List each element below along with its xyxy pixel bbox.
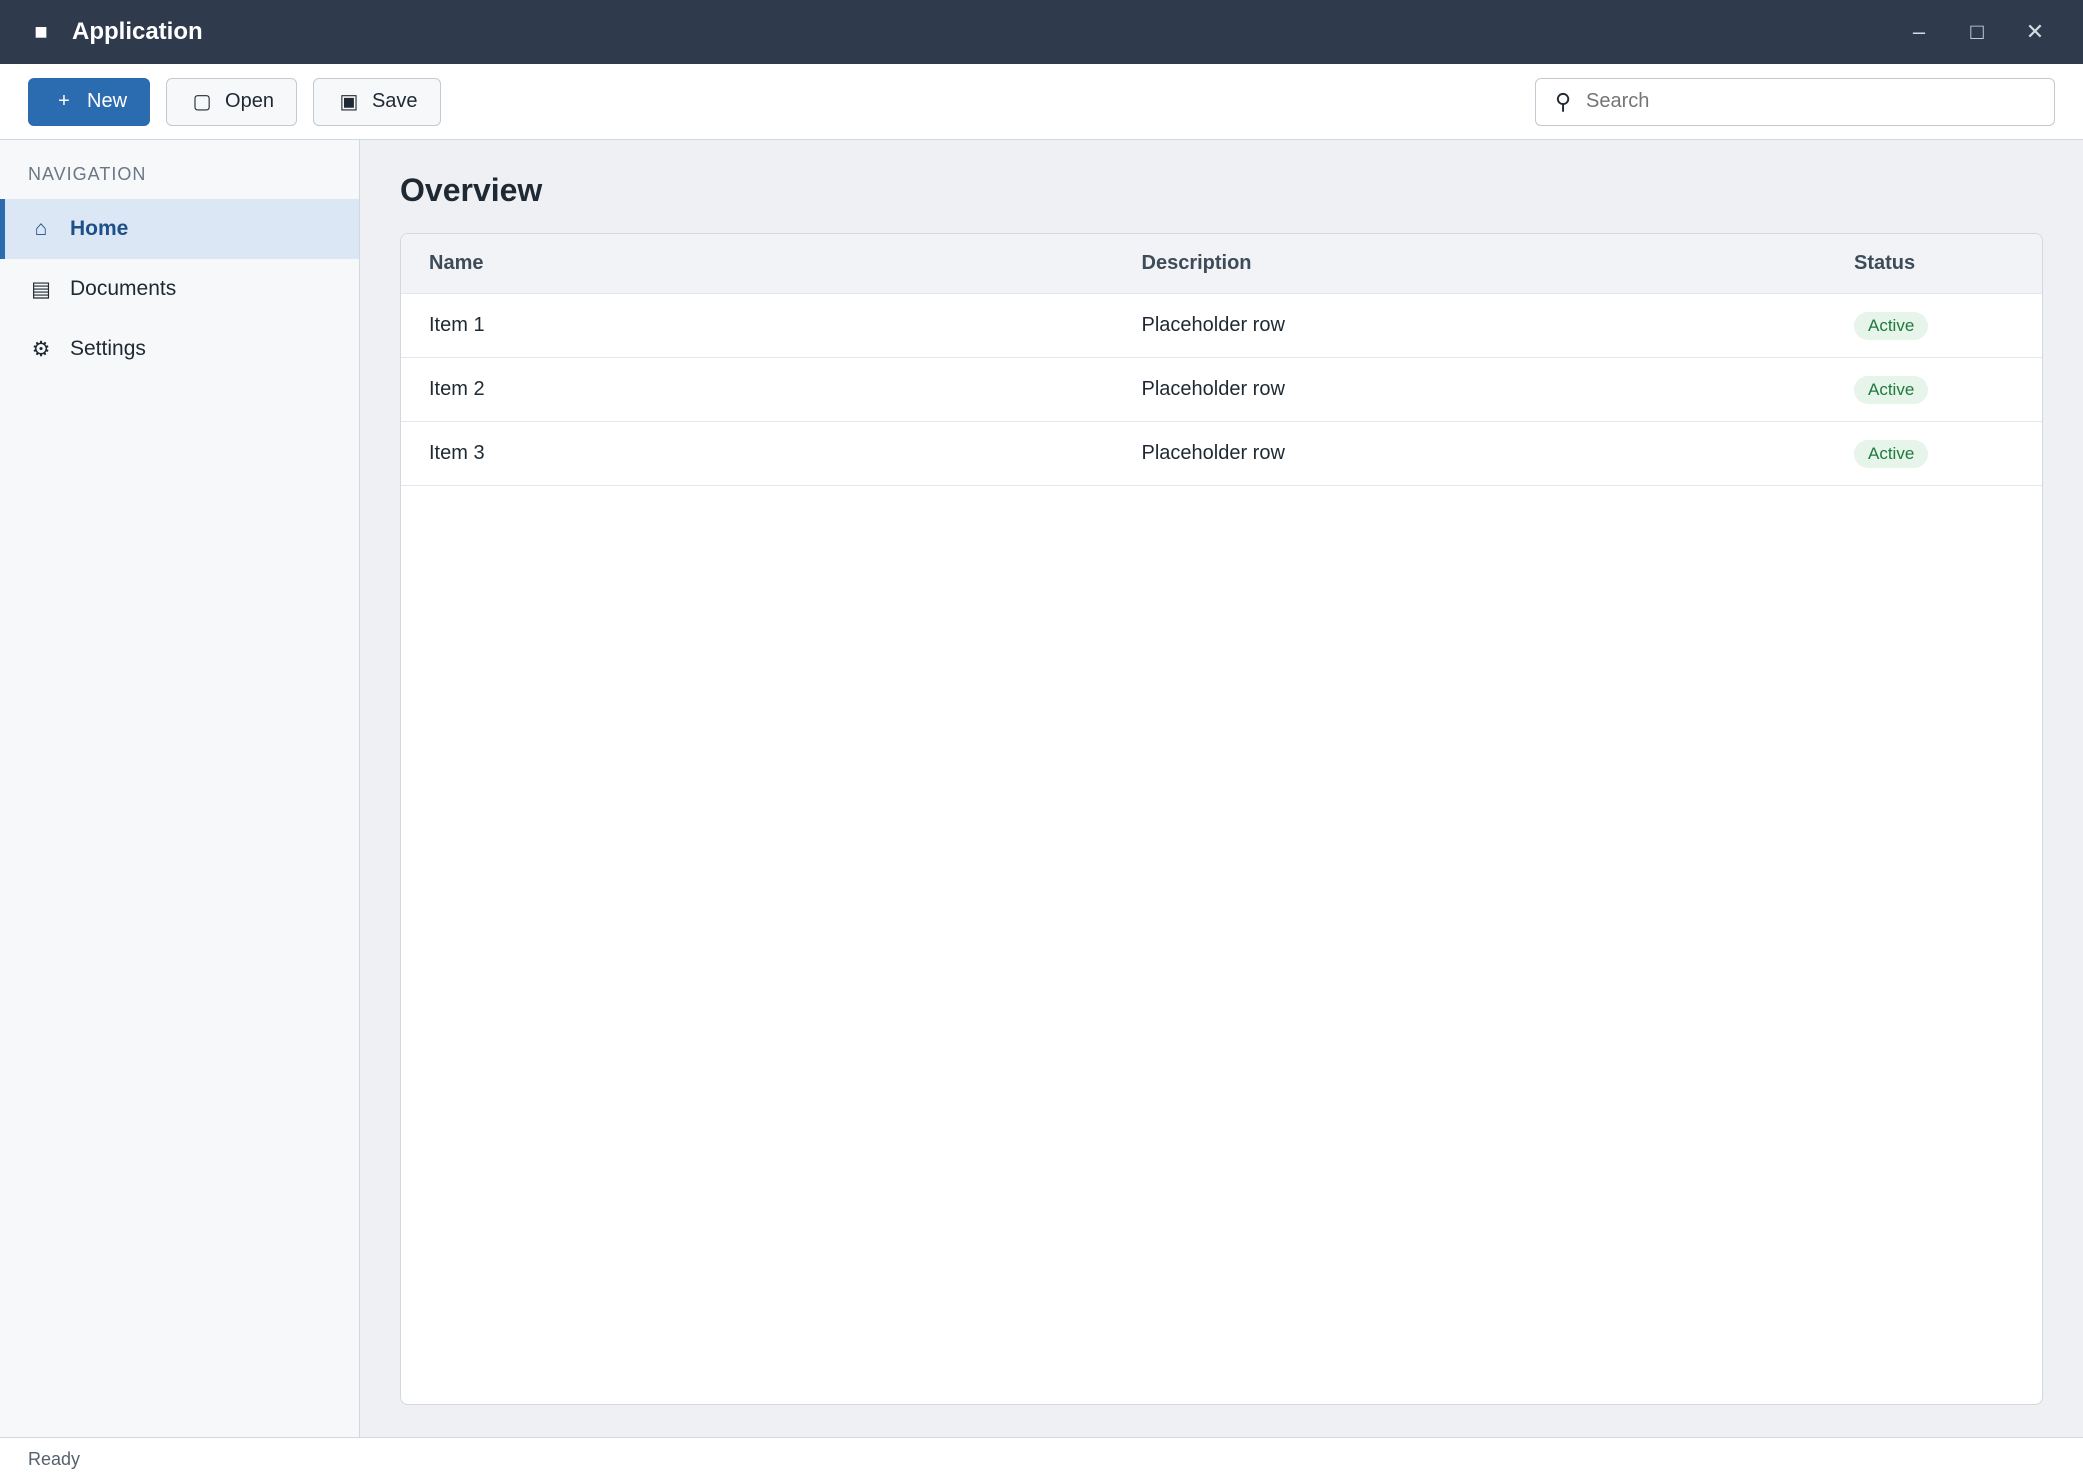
- save-icon: ▣: [339, 91, 359, 113]
- table-header: [401, 234, 2042, 294]
- folder-icon: ▢: [192, 91, 212, 113]
- open-button-label: Open: [225, 90, 274, 112]
- plus-icon: +: [58, 90, 70, 112]
- cell-status: [1854, 440, 2014, 468]
- table-row[interactable]: [401, 294, 2042, 358]
- search-icon: ⚲: [1554, 88, 1572, 114]
- save-button[interactable]: [313, 78, 441, 126]
- status-bar: [0, 1437, 2083, 1481]
- data-table: [400, 233, 2043, 1405]
- new-button-label: New: [87, 90, 128, 112]
- cell-description: Placeholder row: [1141, 378, 1285, 400]
- close-icon[interactable]: ✕: [2025, 19, 2045, 44]
- sidebar-heading: NAVIGATION: [28, 164, 147, 184]
- cell-status: [1854, 376, 2014, 404]
- sidebar-item-label: Home: [70, 217, 129, 240]
- title-bar: [0, 0, 2083, 64]
- sidebar-item-label: Settings: [70, 337, 146, 360]
- maximize-icon[interactable]: □: [1970, 19, 1984, 44]
- cell-name: Item 3: [429, 442, 485, 464]
- status-badge: Active: [1854, 312, 1928, 340]
- sidebar: [0, 140, 360, 1437]
- minimize-icon[interactable]: –: [1912, 19, 1926, 44]
- main-panel: [360, 140, 2083, 1437]
- toolbar: [0, 64, 2083, 140]
- new-button[interactable]: [28, 78, 150, 126]
- document-icon: ▤: [31, 277, 51, 301]
- cell-description: Placeholder row: [1141, 314, 1285, 336]
- sidebar-item-settings[interactable]: [0, 319, 359, 379]
- app-logo-icon: ■: [34, 19, 48, 44]
- column-header-status[interactable]: Status: [1854, 252, 1916, 274]
- cell-description: Placeholder row: [1141, 442, 1285, 464]
- cell-name: Item 2: [429, 378, 485, 400]
- column-header-name[interactable]: Name: [429, 252, 484, 274]
- sidebar-item-label: Documents: [70, 277, 177, 300]
- open-button[interactable]: [166, 78, 297, 126]
- table-row[interactable]: [401, 358, 2042, 422]
- cell-status: [1854, 312, 2014, 340]
- gear-icon: ⚙: [31, 337, 51, 361]
- window-title: Application: [72, 18, 203, 45]
- page-title: Overview: [400, 172, 543, 208]
- status-badge: Active: [1854, 440, 1928, 468]
- table-row[interactable]: [401, 422, 2042, 486]
- content-area: [0, 140, 2083, 1437]
- search-box: [1535, 78, 2055, 126]
- home-icon: ⌂: [34, 217, 48, 240]
- cell-name: Item 1: [429, 314, 485, 336]
- status-badge: Active: [1854, 376, 1928, 404]
- save-button-label: Save: [371, 90, 418, 112]
- sidebar-item-home[interactable]: [0, 199, 359, 259]
- status-text: Ready: [28, 1449, 81, 1469]
- sidebar-item-documents[interactable]: [0, 259, 359, 319]
- column-header-description[interactable]: Description: [1141, 252, 1252, 274]
- search-input[interactable]: [1586, 90, 2040, 113]
